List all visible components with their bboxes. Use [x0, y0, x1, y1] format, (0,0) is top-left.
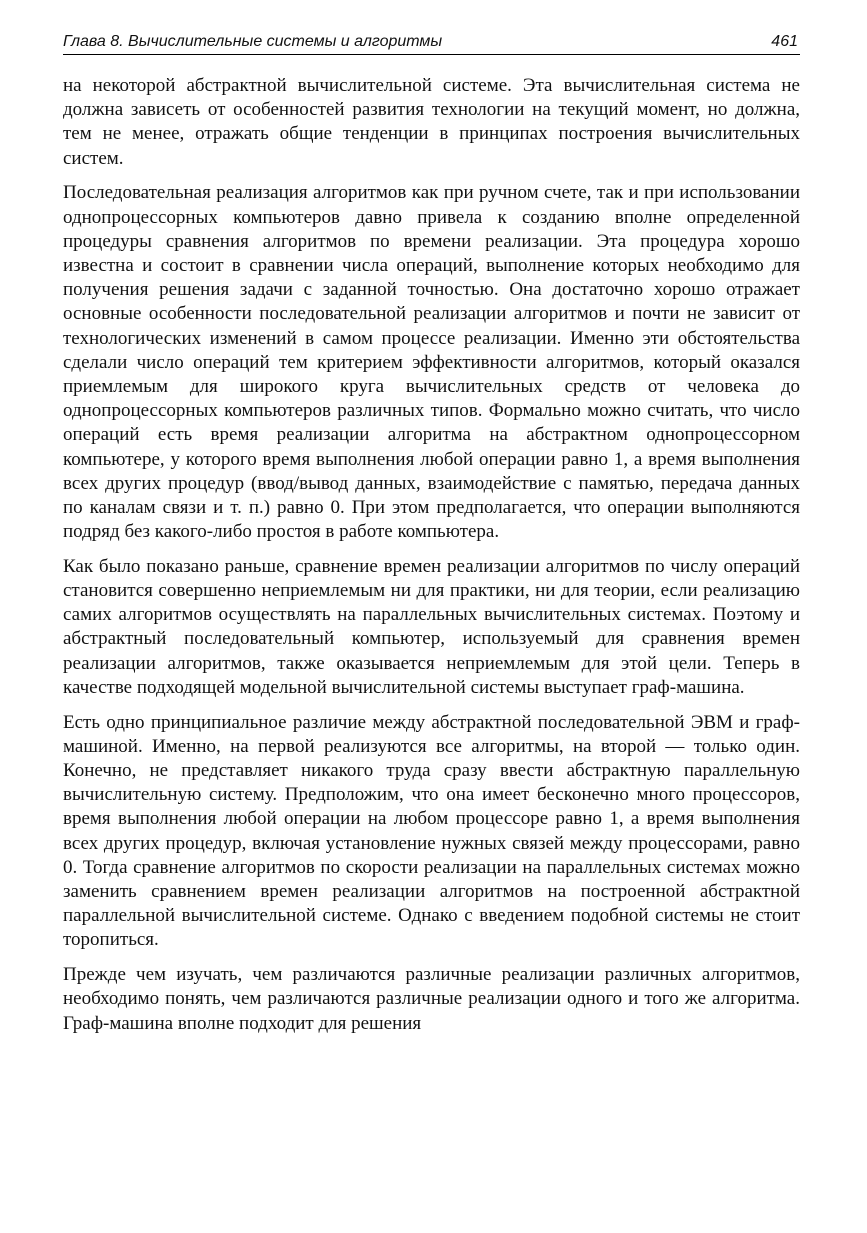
paragraph: Как было показано раньше, сравнение времен реализации алгоритмов по числу операций становится совершенно неприемлемым ни для практики, ни для теории, если реализацию самих алгоритмов осуществлять на параллельных вычислительных системах. Поэтому и абстрактный последовательный компьютер, используемый для сравнения времен реализации алгоритмов, также оказывается неприемлемым для этой цели. Теперь в качестве подходящей модельной вычислительной системы выступает граф-машина. [63, 555, 800, 698]
paragraph: на некоторой абстрактной вычислительной системе. Эта вычислительная система не должна зависеть от особенностей развития технологии на текущий момент, но должна, тем не менее, отражать общие тенденции в принципах построения вычислительных систем. [63, 75, 800, 169]
paragraph: Есть одно принципиальное различие между абстрактной последовательной ЭВМ и граф-машиной. Именно, на первой реализуются все алгоритмы, на второй — только один. Конечно, не представляет никакого труда сразу ввести абстрактную параллельную вычислительную систему. Предположим, что она имеет бесконечно много процессоров, время выполнения любой операции на любом процессоре равно 1, а время выполнения всех других процедур, включая установление нужных связей между процессорами, равно 0. Тогда сравнение алгоритмов по скорости реализации на параллельных системах можно заменить сравнением времен реализации алгоритмов на построенной абстрактной параллельной вычислительной системе. Однако с введением подобной системы не стоит торопиться. [63, 711, 800, 951]
paragraph: Прежде чем изучать, чем различаются различные реализации различных алгоритмов, необходимо понять, чем различаются различные реализации одного и того же алгоритма. Граф-машина вполне подходит для решения [63, 964, 800, 1034]
chapter-title: Глава 8. Вычислительные системы и алгоритмы [63, 33, 443, 50]
running-header [63, 32, 800, 55]
paragraph: Последовательная реализация алгоритмов как при ручном счете, так и при использовании однопроцессорных компьютеров давно привела к созданию вполне определенной процедуры сравнения алгоритмов по времени реализации. Эта процедура хорошо известна и состоит в сравнении числа операций, выполнение которых необходимо для получения решения задачи с заданной точностью. Она достаточно хорошо отражает основные особенности последовательной реализации алгоритмов и почти не зависит от технологических изменений в самом процессе реализации. Именно эти обстоятельства сделали число операций тем критерием эффективности алгоритмов, который оказался приемлемым для широкого круга вычислительных средств от человека до однопроцессорных компьютеров различных типов. Формально можно считать, что число операций есть время реализации алгоритма на абстрактном однопроцессорном компьютере, у которого время выполнения любой операции равно 1, а время выполнения всех других процедур (ввод/вывод данных, взаимодействие с памятью, передача данных по каналам связи и т. п.) равно 0. При этом предполагается, что операции выполняются подряд без какого-либо простоя в работе компьютера. [63, 182, 800, 543]
page-number: 461 [771, 33, 798, 50]
body-text [63, 74, 800, 1046]
